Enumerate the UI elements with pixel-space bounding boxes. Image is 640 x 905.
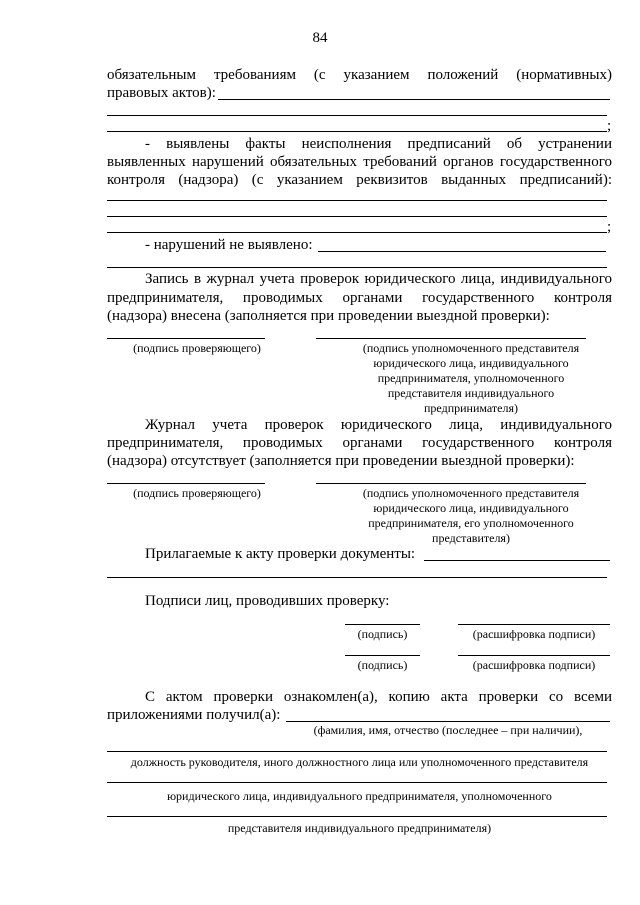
acknowledgment-name-caption: (фамилия, имя, отчество (последнее – при наличии), — [313, 723, 583, 737]
orders-line-3: контроля (надзора) (с указанием реквизитов выданных предписаний): — [107, 172, 612, 188]
journal-absent-rep-caption-3: предпринимателя, его уполномоченного — [368, 516, 574, 530]
violations-blank-3[interactable] — [107, 131, 607, 132]
journal-absent-rep-caption-1: (подпись уполномоченного представителя — [362, 486, 580, 500]
no-violations-blank-1[interactable] — [318, 251, 606, 252]
journal-absent-inspector-signature-line[interactable] — [107, 483, 265, 484]
acknowledgment-position-caption-3: представителя индивидуального предпринимателя) — [227, 821, 492, 835]
attached-documents-blank-2[interactable] — [107, 577, 607, 578]
orders-line-2: выявленных нарушений обязательных требований органов государственного — [107, 154, 612, 170]
violations-blank-2[interactable] — [107, 115, 607, 116]
attached-documents-label: Прилагаемые к акту проверки документы: — [145, 546, 416, 562]
journal-entry-rep-signature-line[interactable] — [316, 338, 586, 339]
violations-line-1: обязательным требованиям (с указанием положений (нормативных) — [107, 67, 612, 83]
violations-line-2: правовых актов): — [107, 85, 216, 101]
page-number: 84 — [312, 30, 328, 46]
inspector-2-decoding-caption: (расшифровка подписи) — [472, 658, 596, 672]
violations-blank-1[interactable] — [218, 99, 610, 100]
journal-entry-rep-caption-3: предпринимателя, уполномоченного — [377, 371, 565, 385]
inspector-2-signature-line[interactable] — [345, 655, 420, 656]
journal-absent-inspector-caption: (подпись проверяющего) — [133, 486, 261, 500]
acknowledgment-position-line-3[interactable] — [107, 816, 607, 817]
orders-semicolon: ; — [607, 219, 612, 235]
journal-entry-rep-caption-1: (подпись уполномоченного представителя — [362, 341, 580, 355]
journal-entry-inspector-caption: (подпись проверяющего) — [133, 341, 261, 355]
inspectors-signatures-label: Подписи лиц, проводивших проверку: — [145, 593, 390, 609]
attached-documents-blank-1[interactable] — [424, 560, 610, 561]
journal-entry-line-1: Запись в журнал учета проверок юридического лица, индивидуального — [145, 271, 612, 287]
journal-entry-inspector-signature-line[interactable] — [107, 338, 265, 339]
acknowledgment-position-caption-2: юридического лица, индивидуального предпринимателя, уполномоченного — [167, 789, 552, 803]
journal-absent-rep-signature-line[interactable] — [316, 483, 586, 484]
journal-entry-line-2: предпринимателя, проводимых органами государственного контроля — [107, 290, 612, 306]
journal-absent-line-3: (надзора) отсутствует (заполняется при проведении выездной проверки): — [107, 453, 575, 469]
violations-semicolon: ; — [607, 118, 612, 134]
journal-absent-rep-caption-2: юридического лица, индивидуального — [373, 501, 569, 515]
journal-entry-line-3: (надзора) внесена (заполняется при проведении выездной проверки): — [107, 308, 550, 324]
inspector-1-decoding-line[interactable] — [458, 624, 610, 625]
inspector-2-signature-caption: (подпись) — [357, 658, 408, 672]
orders-blank-3[interactable] — [107, 232, 607, 233]
no-violations-label: - нарушений не выявлено: — [145, 237, 313, 253]
acknowledgment-position-line-1[interactable] — [107, 751, 607, 752]
journal-entry-rep-caption-2: юридического лица, индивидуального — [373, 356, 569, 370]
orders-blank-1[interactable] — [107, 200, 607, 201]
journal-entry-rep-caption-5: предпринимателя) — [424, 401, 518, 415]
inspector-1-signature-caption: (подпись) — [357, 627, 408, 641]
inspector-2-decoding-line[interactable] — [458, 655, 610, 656]
inspector-1-signature-line[interactable] — [345, 624, 420, 625]
inspector-1-decoding-caption: (расшифровка подписи) — [472, 627, 596, 641]
acknowledgment-position-caption-1: должность руководителя, иного должностного лица или уполномоченного представителя — [130, 755, 589, 769]
acknowledgment-position-line-2[interactable] — [107, 782, 607, 783]
acknowledgment-line-1: С актом проверки ознакомлен(а), копию акта проверки со всеми — [145, 689, 612, 705]
journal-absent-line-2: предпринимателя, проводимых органами государственного контроля — [107, 435, 612, 451]
acknowledgment-line-2: приложениями получил(а): — [107, 707, 281, 723]
journal-entry-rep-caption-4: представителя индивидуального — [387, 386, 555, 400]
acknowledgment-name-line[interactable] — [286, 721, 610, 722]
journal-absent-line-1: Журнал учета проверок юридического лица, индивидуального — [145, 417, 612, 433]
orders-blank-2[interactable] — [107, 216, 607, 217]
no-violations-blank-2[interactable] — [107, 267, 607, 268]
journal-absent-rep-caption-4: представителя) — [432, 531, 510, 545]
orders-line-1: - выявлены факты неисполнения предписаний об устранении — [145, 136, 612, 152]
